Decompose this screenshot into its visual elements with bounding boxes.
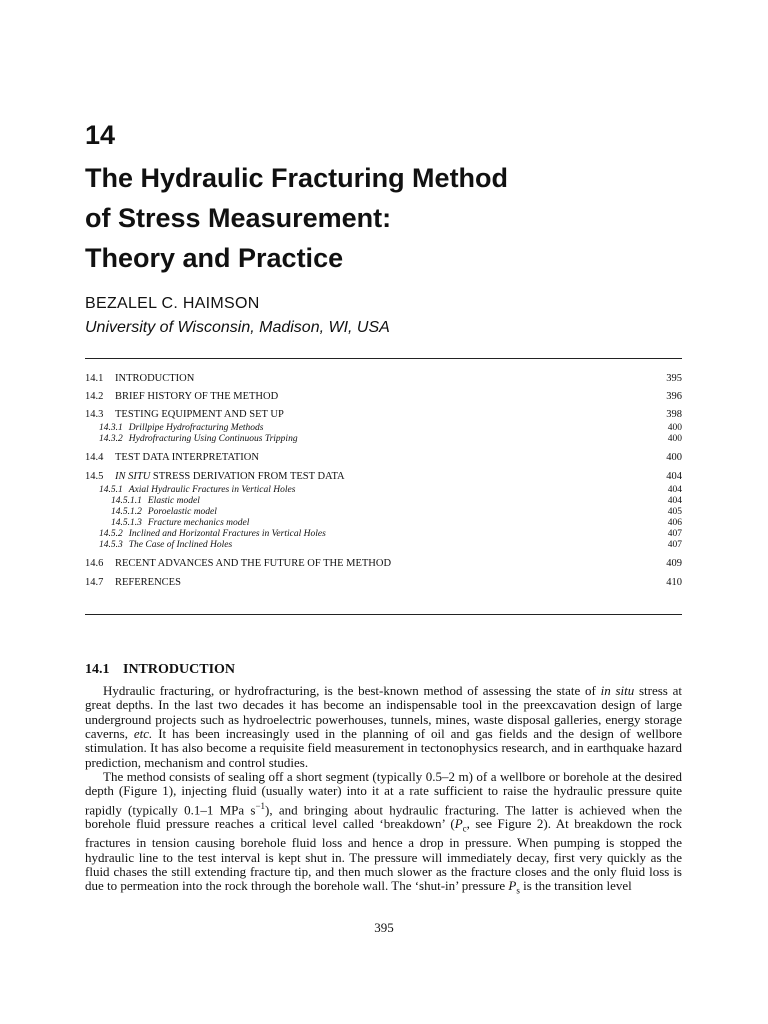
- toc-page: 404: [667, 485, 682, 495]
- toc-page: 400: [667, 423, 682, 433]
- toc-entry[interactable]: 14.3.1 Drillpipe Hydrofracturing Methods 400: [99, 423, 682, 433]
- toc-entry[interactable]: 14.5.2 Inclined and Horizontal Fractures in Vertical Holes 407: [99, 529, 682, 539]
- toc-entry[interactable]: 14.5.1.3 Fracture mechanics model 406: [111, 518, 682, 528]
- toc-page: 400: [666, 452, 682, 463]
- table-of-contents: [85, 372, 682, 589]
- toc-entry[interactable]: 14.5.1.1 Elastic model 404: [111, 496, 682, 506]
- toc-page: 406: [667, 518, 682, 528]
- toc-page: 400: [667, 434, 682, 444]
- toc-entry[interactable]: 14.1 INTRODUCTION 395: [85, 373, 682, 384]
- toc-page: 395: [666, 373, 682, 384]
- toc-page: 404: [667, 496, 682, 506]
- toc-entry[interactable]: 14.5.3 The Case of Inclined Holes 407: [99, 540, 682, 550]
- chapter-title-line: Theory and Practice: [85, 243, 344, 273]
- toc-top-rule: [85, 358, 682, 359]
- toc-bottom-rule: [85, 614, 682, 615]
- toc-entry[interactable]: 14.4 TEST DATA INTERPRETATION 400: [85, 452, 682, 463]
- toc-page: 398: [666, 409, 682, 420]
- toc-page: 405: [667, 507, 682, 517]
- toc-page: 407: [667, 529, 682, 539]
- toc-entry[interactable]: 14.6 RECENT ADVANCES AND THE FUTURE OF THE METHOD 409: [85, 558, 682, 569]
- toc-page: 410: [666, 577, 682, 588]
- toc-page: 404: [666, 471, 682, 482]
- paragraph: Hydraulic fracturing, or hydrofracturing, is the best-known method of assessing the state of in situ stress at great depths. In the last two decades it has become an indispensable tool in the preexcavation design of large underground projects such as hydroelectric powerhouses, tunnels, mines, waste disposal galleries, energy storage caverns, etc. It has been increasingly used in the planning of oil and gas fields and the design of wellbore stimulation. It has also become a requisite field measurement in tectonophysics research, and in earthquake hazard prediction, mechanism and control studies.: [85, 683, 682, 770]
- toc-entry[interactable]: 14.5.1 Axial Hydraulic Fractures in Vertical Holes 404: [99, 485, 682, 495]
- author-name: BEZALEL C. HAIMSON: [85, 295, 260, 312]
- page-number: 395: [374, 920, 394, 935]
- toc-entry[interactable]: 14.5 IN SITU STRESS DERIVATION FROM TEST DATA 404: [85, 471, 682, 482]
- chapter-number: 14: [85, 120, 116, 150]
- toc-entry[interactable]: 14.3.2 Hydrofracturing Using Continuous Tripping 400: [99, 434, 682, 444]
- toc-entry[interactable]: 14.2 BRIEF HISTORY OF THE METHOD 396: [85, 391, 682, 402]
- toc-page: 409: [666, 558, 682, 569]
- chapter-title-line: of Stress Measurement:: [85, 203, 392, 233]
- toc-entry[interactable]: 14.5.1.2 Poroelastic model 405: [111, 507, 682, 517]
- toc-entry[interactable]: 14.7 REFERENCES 410: [85, 577, 682, 588]
- toc-page: 407: [667, 540, 682, 550]
- author-affiliation: University of Wisconsin, Madison, WI, USA: [85, 319, 390, 336]
- chapter-title: [85, 158, 705, 278]
- paragraph: The method consists of sealing off a short segment (typically 0.5–2 m) of a wellbore or borehole at the desired depth (Figure 1), injecting fluid (usually water) into it at a rate sufficient to raise the hydraulic pressure quite rapidly (typically 0.1–1 MPa $s^{-1}$), and bringing about hydraulic fracturing. The latter is achieved when the borehole fluid pressure reaches a critical level called ‘breakdown’ ($P_c$, see Figure 2). At breakdown the rock fractures in tension causing borehole fluid loss and hence a drop in pressure. When pumping is stopped the hydraulic line to the test interval is kept shut in. The pressure will immediately decay, first very quickly as the fluid chases the still extending fracture tip, and then much slower as the fracture closes and the only fluid loss is due to permeation into the rock through the borehole wall. The ‘shut-in’ pressure $P_s$ is the transition level: [85, 769, 682, 896]
- body-text: [85, 684, 682, 898]
- toc-page: 396: [666, 391, 682, 402]
- toc-entry[interactable]: 14.3 TESTING EQUIPMENT AND SET UP 398: [85, 409, 682, 420]
- section-heading: 14.1 INTRODUCTION: [85, 662, 236, 677]
- chapter-title-line: The Hydraulic Fracturing Method: [85, 163, 509, 193]
